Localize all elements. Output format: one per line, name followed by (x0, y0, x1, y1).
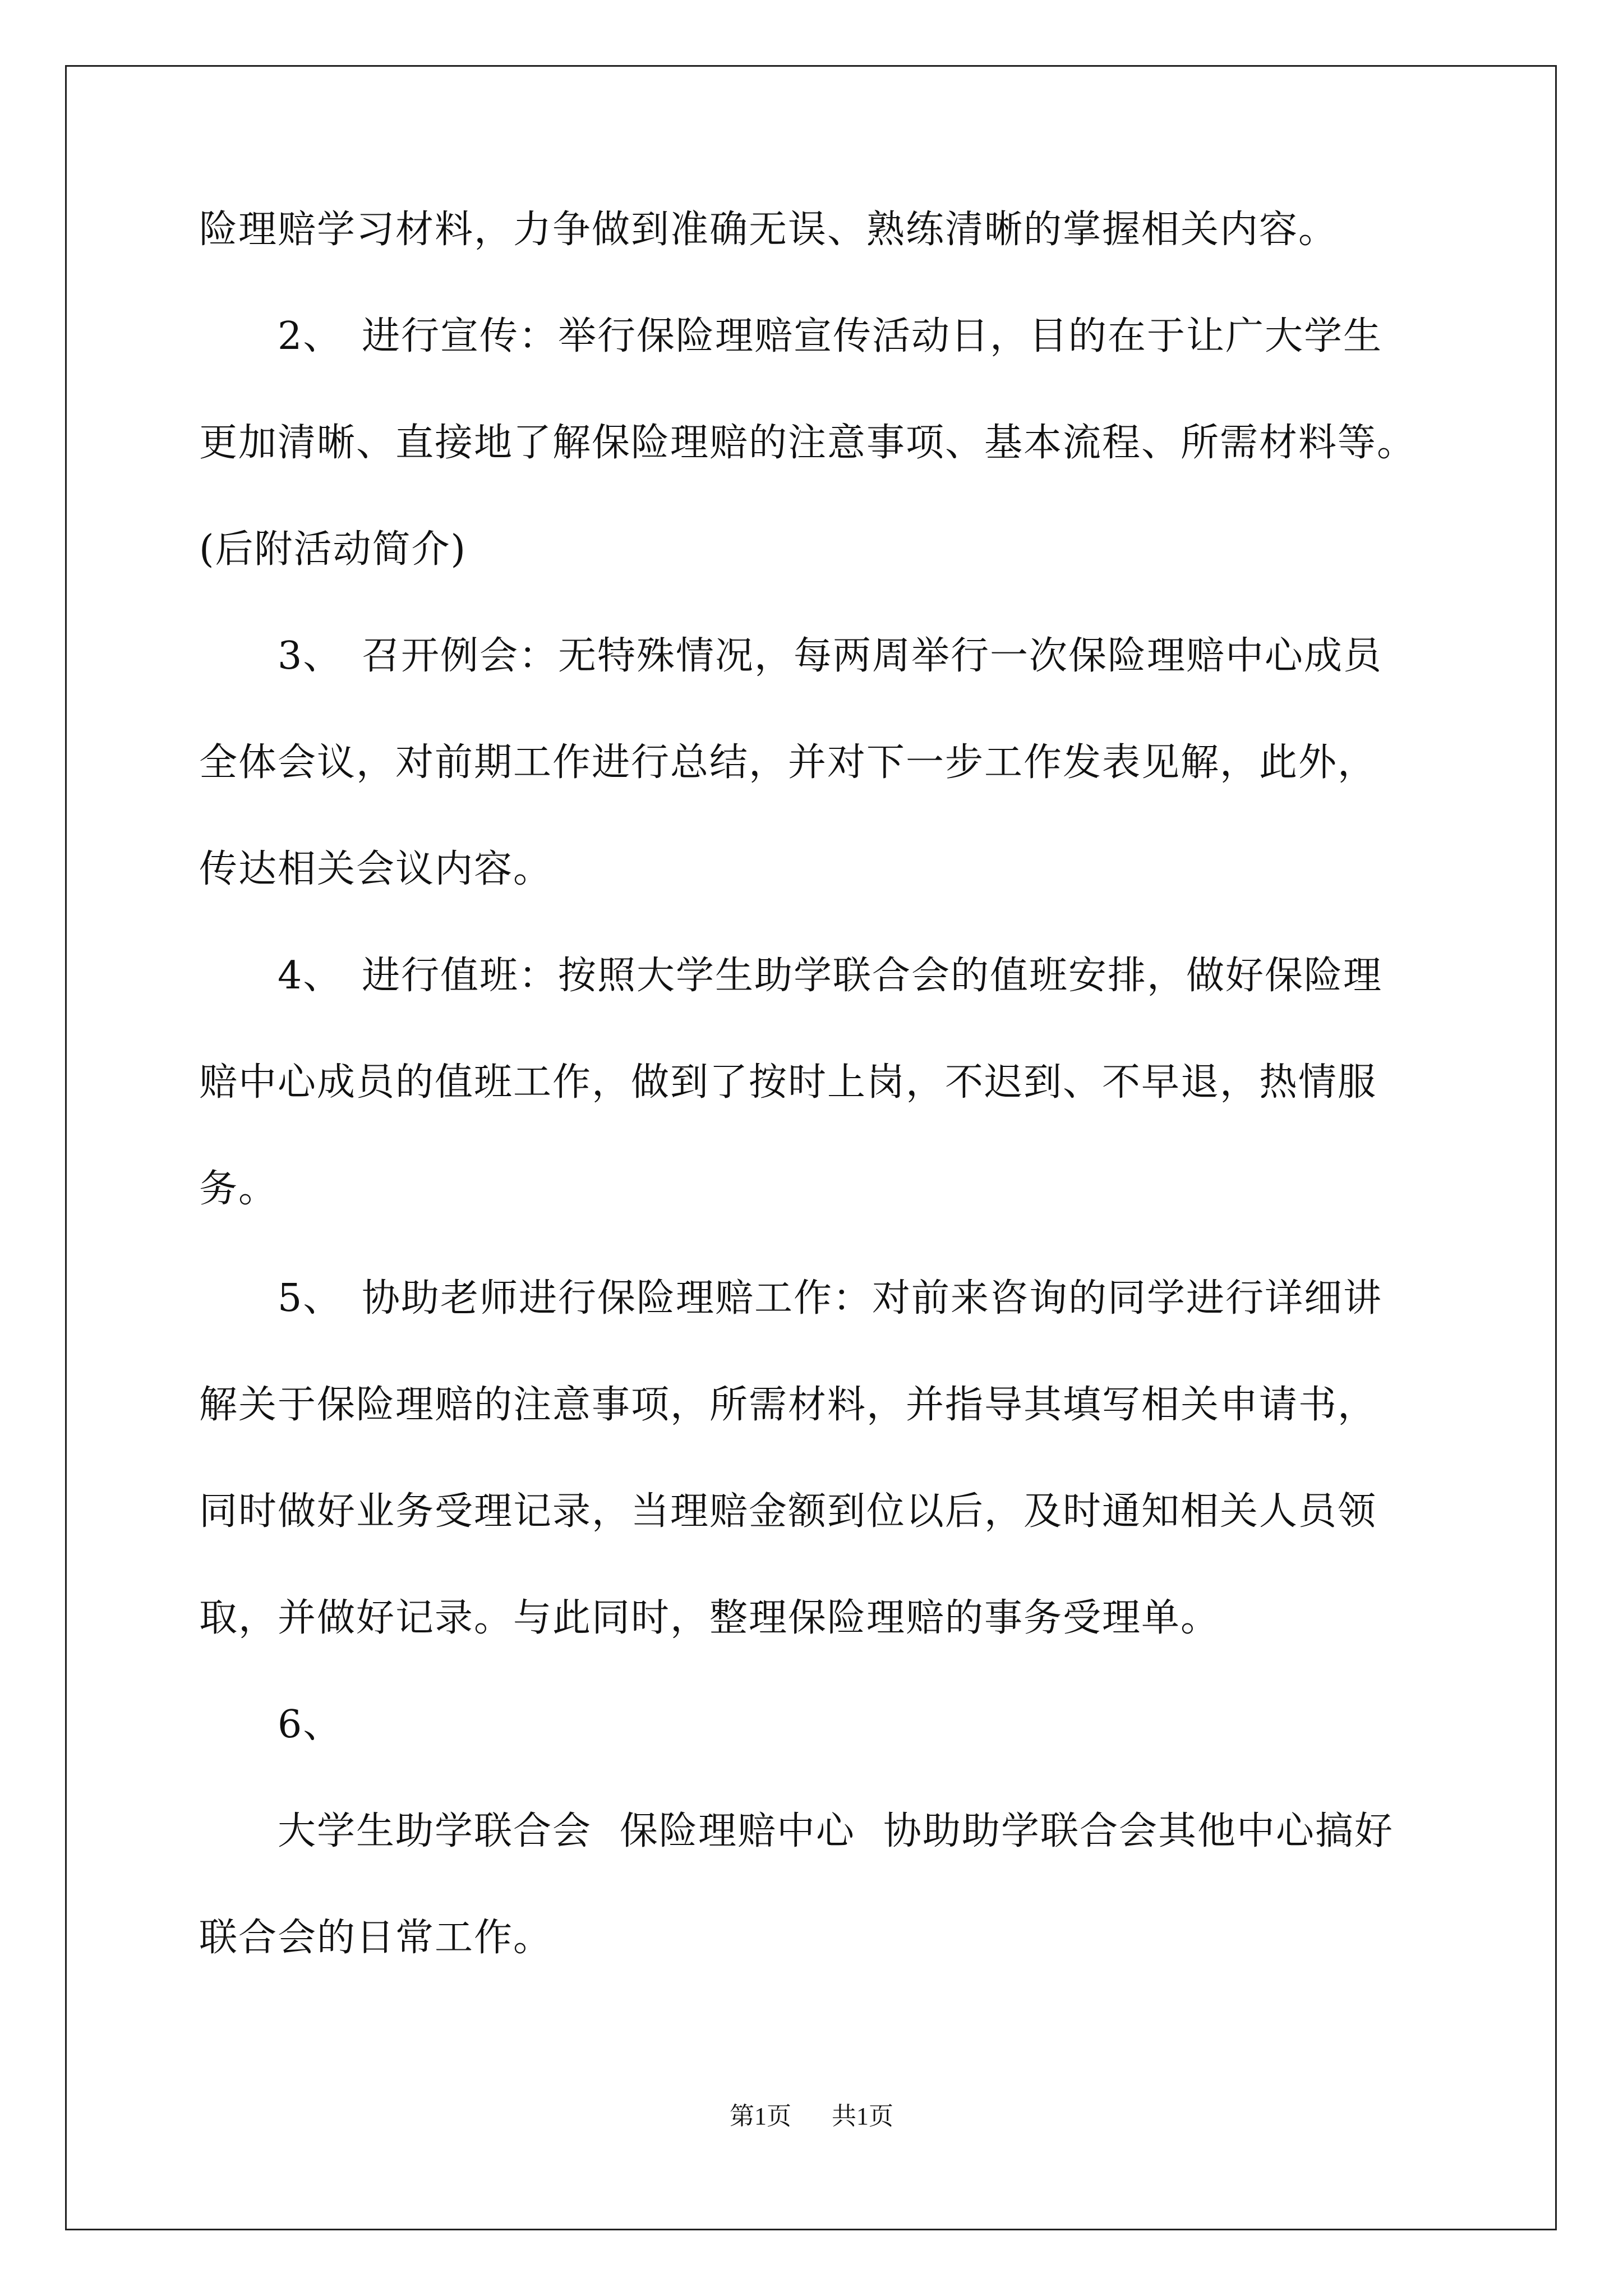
line-text: 联合会的日常工作。 (199, 1916, 553, 1960)
text-line (199, 1916, 552, 1961)
item-text: 进行值班：按照大学生助学联合会的值班安排，做好保险理 (362, 954, 1383, 998)
line-text: 全体会议，对前期工作进行总结，并对下一步工作发表见解，此外， (199, 740, 1377, 785)
line-text: 协助助学联合会其他中心搞好 (883, 1809, 1394, 1853)
line-text: 同时做好业务受理记录，当理赔金额到位以后，及时通知相关人员领 (199, 1489, 1377, 1534)
text-line (199, 527, 467, 572)
page-footer (0, 2101, 1623, 2132)
text-line (199, 1060, 1377, 1105)
item-number: 4、 (278, 954, 343, 998)
line-text: (后附活动简介) (199, 527, 467, 572)
current-page: 第1页 (730, 2102, 791, 2130)
line-text: 险理赔学习材料，力争做到准确无误、熟练清晰的掌握相关内容。 (199, 208, 1338, 252)
list-item-3 (278, 634, 1382, 679)
org-name: 大学生助学联合会 (278, 1809, 592, 1853)
text-line (199, 740, 1377, 785)
line-text: 取，并做好记录。与此同时，整理保险理赔的事务受理单。 (199, 1596, 1220, 1640)
text-line (278, 1809, 1394, 1854)
text-line (199, 1383, 1377, 1428)
line-text: 传达相关会议内容。 (199, 847, 553, 891)
item-number: 5、 (278, 1276, 343, 1320)
text-line (199, 1489, 1377, 1534)
text-line (199, 421, 1416, 466)
item-text: 进行宣传：举行保险理赔宣传活动日，目的在于让广大学生 (362, 314, 1383, 358)
line-text: 赔中心成员的值班工作，做到了按时上岗，不迟到、不早退，热情服 (199, 1060, 1377, 1105)
item-text: 召开例会：无特殊情况，每两周举行一次保险理赔中心成员 (362, 634, 1383, 678)
text-line (199, 1167, 278, 1212)
total-pages: 共1页 (832, 2102, 893, 2130)
item-number: 6、 (278, 1703, 343, 1747)
item-text: 协助老师进行保险理赔工作：对前来咨询的同学进行详细讲 (362, 1276, 1383, 1320)
list-item-6 (278, 1703, 362, 1747)
line-text: 更加清晰、直接地了解保险理赔的注意事项、基本流程、所需材料等。 (199, 421, 1417, 465)
list-item-5 (278, 1276, 1382, 1321)
line-text: 务。 (199, 1167, 278, 1211)
list-item-4 (278, 954, 1382, 999)
center-name: 保险理赔中心 (620, 1809, 856, 1853)
text-line (199, 208, 1338, 252)
list-item-2 (278, 314, 1382, 359)
item-number: 3、 (278, 634, 343, 678)
text-line (199, 847, 552, 892)
text-line (199, 1596, 1220, 1641)
page-border (65, 65, 1557, 2230)
line-text: 解关于保险理赔的注意事项，所需材料，并指导其填写相关申请书， (199, 1383, 1377, 1427)
item-number: 2、 (278, 314, 343, 358)
